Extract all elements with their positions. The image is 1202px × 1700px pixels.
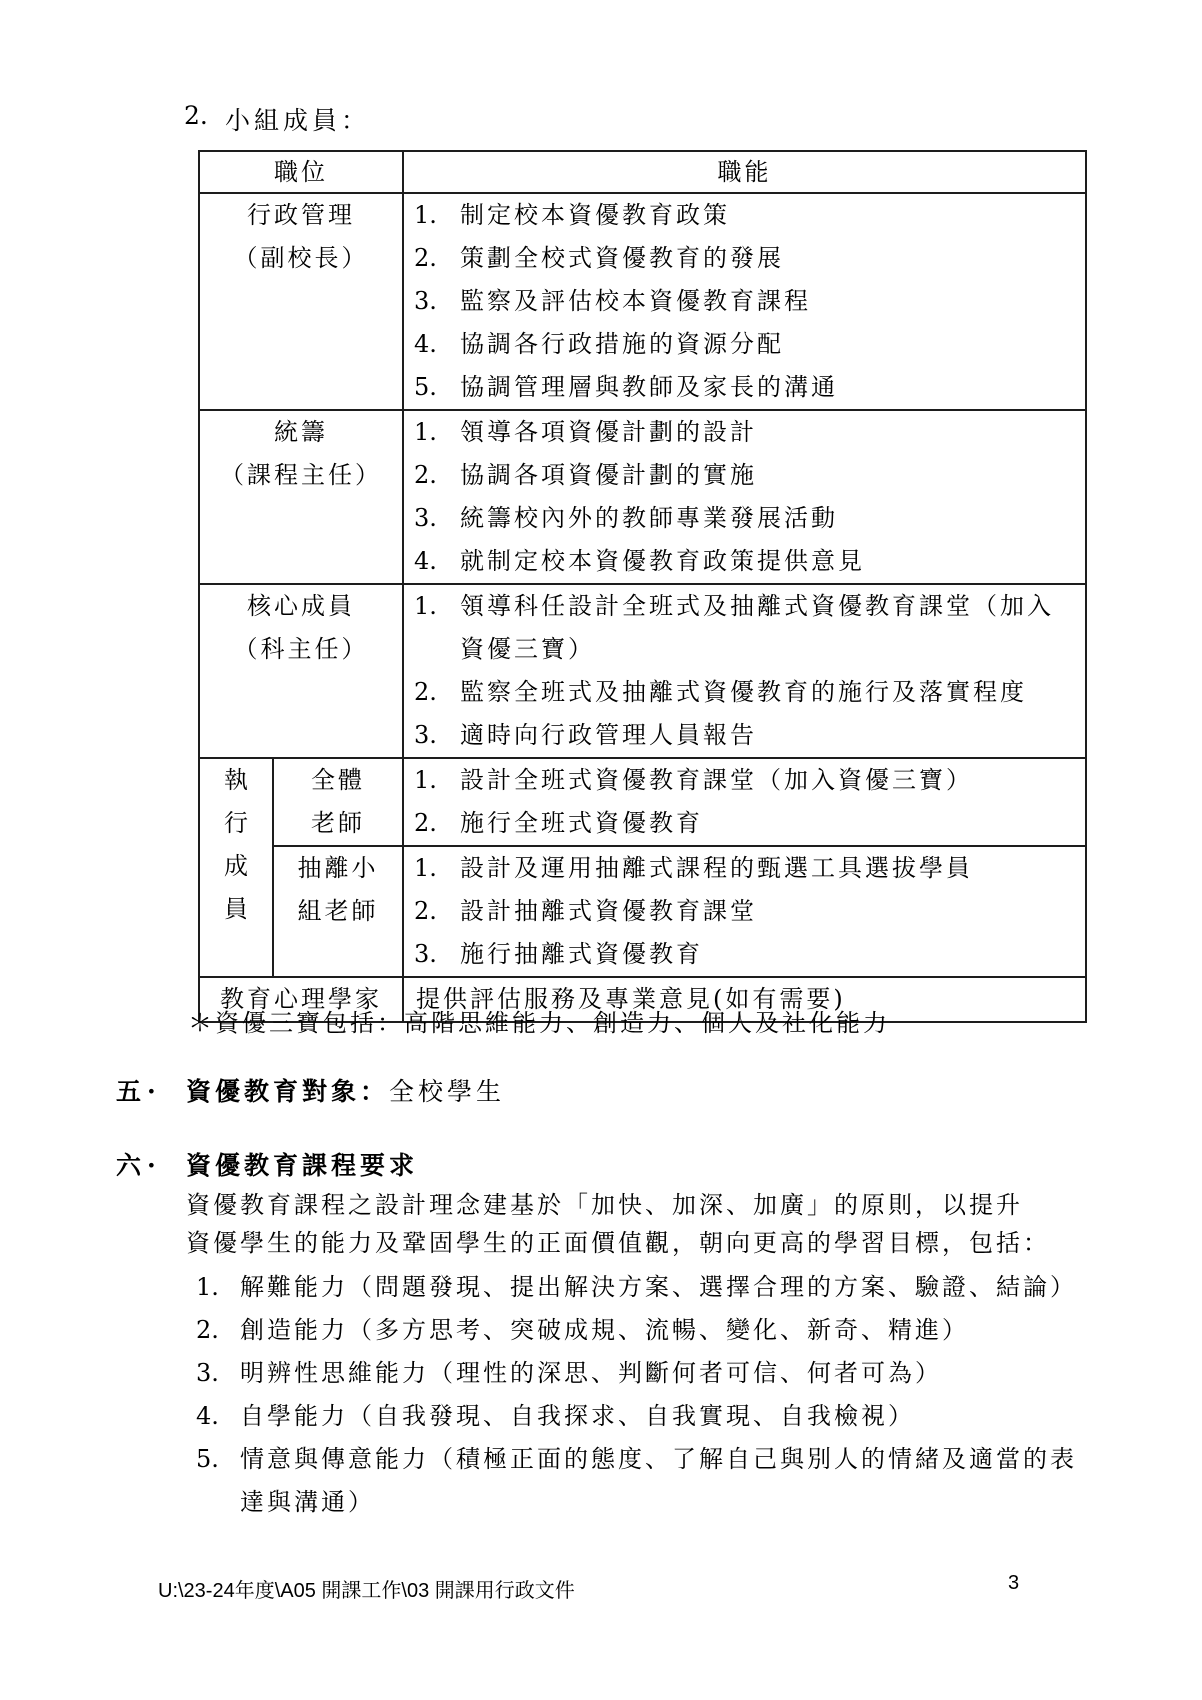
list-item: 3. 適時向行政管理人員報告 — [414, 721, 757, 749]
duties-cell — [403, 193, 1086, 410]
position-cell: 核心成員 （科主任） — [199, 584, 403, 758]
list-item: 2. 監察全班式及抽離式資優教育的施行及落實程度 — [414, 678, 1027, 706]
table-row — [199, 758, 1086, 846]
table-row — [199, 193, 1086, 410]
section-number: 六· — [116, 1151, 162, 1180]
table-header-row — [199, 151, 1086, 193]
list-item: 1. 設計全班式資優教育課堂（加入資優三寶） — [414, 766, 973, 794]
page-number: 3 — [1008, 1572, 1020, 1594]
position-subcell: 抽離小 組老師 — [273, 846, 403, 977]
position-cell: 行政管理 （副校長） — [199, 193, 403, 410]
list-item: 1. 制定校本資優教育政策 — [414, 201, 730, 229]
list-item: 3. 監察及評估校本資優教育課程 — [414, 287, 811, 315]
position-subcell: 全體 老師 — [273, 758, 403, 846]
section-heading — [186, 1146, 418, 1182]
list-item: 2. 創造能力（多方思考、突破成規、流暢、變化、新奇、精進） — [196, 1316, 969, 1344]
list-item: 1. 領導各項資優計劃的設計 — [414, 418, 757, 446]
list-item: 3. 施行抽離式資優教育 — [414, 940, 703, 968]
section-title: 資優教育對象： — [186, 1077, 390, 1106]
list-item: 3. 統籌校內外的教師專業發展活動 — [414, 504, 838, 532]
list-item: 4. 協調各行政措施的資源分配 — [414, 330, 784, 358]
table-row — [199, 584, 1086, 758]
section-heading — [186, 1072, 505, 1108]
list-item: 4. 自學能力（自我發現、自我探求、自我實現、自我檢視） — [196, 1402, 915, 1430]
column-header-position: 職位 — [199, 151, 403, 193]
list-item: 4. 就制定校本資優教育政策提供意見 — [414, 547, 865, 575]
footer-file-path: U:\23-24年度\A05 開課工作\03 開課用行政文件 — [158, 1580, 575, 1602]
list-item: 1. 設計及運用抽離式課程的甄選工具選拔學員 — [414, 854, 973, 882]
list-item: 3. 明辨性思維能力（理性的深思、判斷何者可信、何者可為） — [196, 1359, 942, 1387]
table-row — [199, 410, 1086, 584]
list-item: 2. 策劃全校式資優教育的發展 — [414, 244, 784, 272]
duties-cell: 提供評估服務及專業意見(如有需要) — [403, 977, 1086, 1022]
section-number: 五· — [116, 1077, 162, 1106]
list-item: 2. 協調各項資優計劃的實施 — [414, 461, 757, 489]
duties-cell — [403, 846, 1086, 977]
position-cell: 統籌 （課程主任） — [199, 410, 403, 584]
list-item: 2. 設計抽離式資優教育課堂 — [414, 897, 757, 925]
page-heading: 小組成員： — [225, 106, 371, 135]
table-row — [199, 846, 1086, 977]
members-table — [198, 150, 1087, 1023]
list-item: 2. 施行全班式資優教育 — [414, 809, 703, 837]
duties-cell — [403, 410, 1086, 584]
list-item: 5. 協調管理層與教師及家長的溝通 — [414, 373, 838, 401]
list-item: 1. 領導科任設計全班式及抽離式資優教育課堂（加入 資優三寶） — [414, 592, 1054, 663]
section-title: 資優教育課程要求 — [186, 1151, 419, 1180]
list-number: 2. — [184, 101, 208, 130]
position-cell: 教育心理學家 — [199, 977, 403, 1022]
numbered-list — [196, 1266, 1077, 1524]
list-item: 1. 解難能力（問題發現、提出解決方案、選擇合理的方案、驗證、結論） — [196, 1273, 1077, 1301]
duties-cell — [403, 584, 1086, 758]
position-group-cell: 執 行 成 員 — [199, 758, 273, 977]
column-header-function: 職能 — [403, 151, 1086, 193]
table-footnote: ＊資優三寶包括：高階思維能力、創造力、個人及社化能力 — [188, 1009, 890, 1037]
duties-cell — [403, 758, 1086, 846]
list-item: 5. 情意與傳意能力（積極正面的態度、了解自己與別人的情緒及適當的表 達與溝通） — [196, 1445, 1077, 1516]
section-inline-text: 全校學生 — [389, 1077, 506, 1106]
section-paragraph: 資優教育課程之設計理念建基於「加快、加深、加廣」的原則，以提升 資優學生的能力及鞏固學生的正面價值觀，朝向更高的學習目標，包括： — [186, 1191, 1050, 1257]
